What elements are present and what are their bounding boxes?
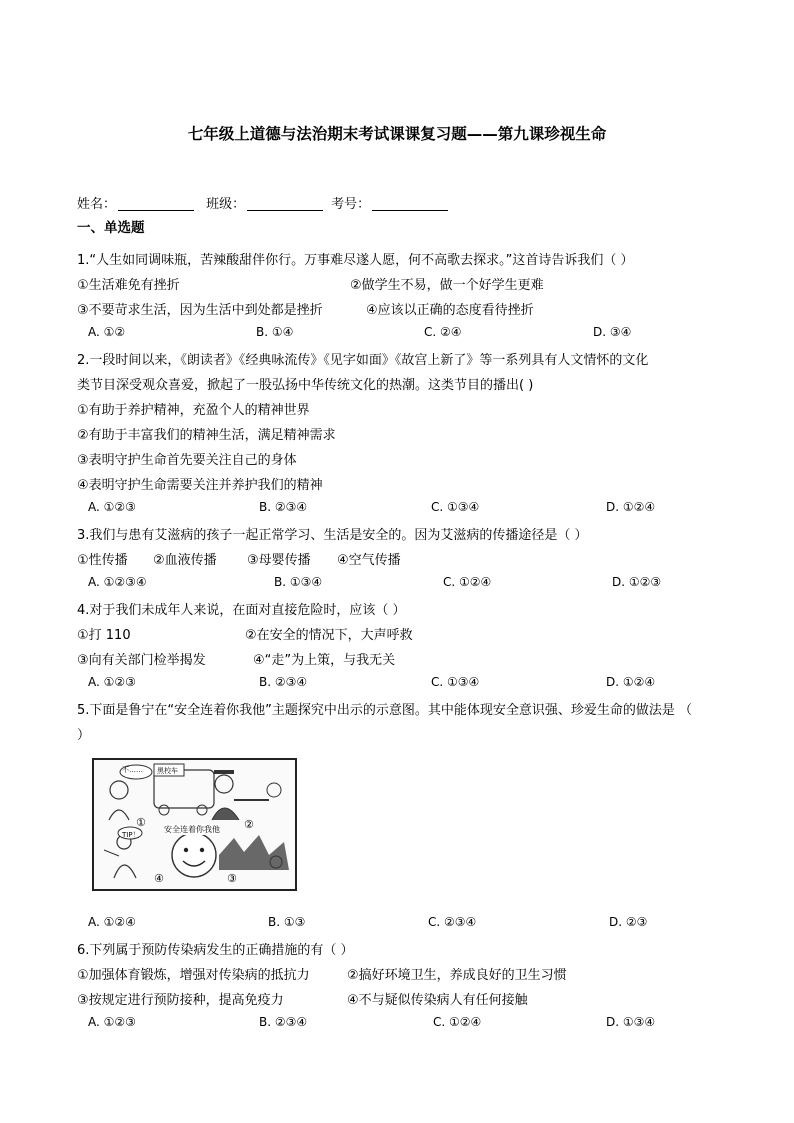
q5-stem-line2: ） xyxy=(77,728,91,743)
q3-option-c[interactable]: C. ①②④ xyxy=(443,575,492,589)
class-blank[interactable] xyxy=(247,197,323,211)
q5-option-c[interactable]: C. ②③④ xyxy=(428,915,477,929)
q2-item-4: ④表明守护生命需要关注并养护我们的精神 xyxy=(77,478,323,493)
q2-option-d[interactable]: D. ①②④ xyxy=(606,500,656,514)
number-label: 考号： xyxy=(331,197,371,212)
number-blank[interactable] xyxy=(372,197,448,211)
q2-item-1: ①有助于养护精神，充盈个人的精神世界 xyxy=(77,403,310,418)
q4-item-4: ④“走”为上策，与我无关 xyxy=(253,653,396,668)
q3-item-4: ④空气传播 xyxy=(337,553,401,568)
name-blank[interactable] xyxy=(118,197,194,211)
q4-item-2: ②在安全的情况下，大声呼救 xyxy=(245,628,413,643)
safety-illustration xyxy=(92,758,297,891)
q6-item-1: ①加强体育锻炼，增强对传染病的抵抗力 xyxy=(77,968,310,983)
q4-option-c[interactable]: C. ①③④ xyxy=(431,675,480,689)
q6-option-a[interactable]: A. ①②③ xyxy=(88,1015,136,1029)
figure-number-2: ② xyxy=(244,818,254,831)
q3-item-2: ②血液传播 xyxy=(153,553,217,568)
q1-item-1: ①生活难免有挫折 xyxy=(77,278,180,293)
q1-item-2: ②做学生不易，做一个好学生更难 xyxy=(350,278,544,293)
q3-option-b[interactable]: B. ①③④ xyxy=(274,575,323,589)
q1-item-4: ④应该以正确的态度看待挫折 xyxy=(366,303,534,318)
q4-option-a[interactable]: A. ①②③ xyxy=(88,675,136,689)
q4-option-d[interactable]: D. ①②④ xyxy=(606,675,656,689)
q2-option-b[interactable]: B. ②③④ xyxy=(259,500,308,514)
q2-option-c[interactable]: C. ①③④ xyxy=(431,500,480,514)
q6-option-b[interactable]: B. ②③④ xyxy=(259,1015,308,1029)
bubble-text-2: 黑校车 xyxy=(157,767,178,775)
q1-stem: 1.“人生如同调味瓶，苦辣酸甜伴你行。万事难尽遂人愿，何不高歌去探求。”这首诗告诉我们（ ） xyxy=(77,253,634,268)
q2-stem-line2: 类节目深受观众喜爱，掀起了一股弘扬中华传统文化的热潮。这类节目的播出( ) xyxy=(77,378,534,393)
student-info-line xyxy=(77,193,456,212)
q4-item-3: ③向有关部门检举揭发 xyxy=(77,653,206,668)
bubble-text-1: 不…… xyxy=(122,766,143,774)
q6-item-2: ②搞好环境卫生，养成良好的卫生习惯 xyxy=(347,968,567,983)
q3-option-d[interactable]: D. ①②③ xyxy=(612,575,662,589)
figure-number-1: ① xyxy=(136,816,146,829)
q1-option-b[interactable]: B. ①④ xyxy=(256,325,294,339)
q2-item-2: ②有助于丰富我们的精神生活，满足精神需求 xyxy=(77,428,336,443)
class-label: 班级： xyxy=(206,197,246,212)
q4-option-b[interactable]: B. ②③④ xyxy=(259,675,308,689)
q6-stem: 6.下列属于预防传染病发生的正确措施的有（ ） xyxy=(77,943,354,958)
q3-item-1: ①性传播 xyxy=(77,553,128,568)
q3-option-a[interactable]: A. ①②③④ xyxy=(88,575,147,589)
page-title: 七年级上道德与法治期末考试课课复习题——第九课珍视生命 xyxy=(187,125,607,143)
figure-number-4: ④ xyxy=(154,872,164,885)
figure-number-3: ③ xyxy=(227,872,237,885)
q1-option-d[interactable]: D. ③④ xyxy=(593,325,632,339)
q1-option-a[interactable]: A. ①② xyxy=(88,325,126,339)
q6-option-c[interactable]: C. ①②④ xyxy=(433,1015,482,1029)
center-caption: 安全连着你我他 xyxy=(164,825,220,834)
q5-stem-line1: 5.下面是鲁宁在“安全连着你我他”主题探究中出示的示意图。其中能体现安全意识强、珍爱生命的做法是 （ xyxy=(77,703,693,718)
q1-option-c[interactable]: C. ②④ xyxy=(424,325,462,339)
q5-option-d[interactable]: D. ②③ xyxy=(609,915,648,929)
name-label: 姓名： xyxy=(77,197,117,212)
q5-option-b[interactable]: B. ①③ xyxy=(268,915,306,929)
q6-option-d[interactable]: D. ①③④ xyxy=(606,1015,656,1029)
q2-stem-line1: 2.一段时间以来，《朗读者》《经典咏流传》《见字如面》《故宫上新了》等一系列具有人文情怀的文化 xyxy=(77,353,649,368)
q3-stem: 3.我们与患有艾滋病的孩子一起正常学习、生活是安全的。因为艾滋病的传播途径是（ ） xyxy=(77,528,588,543)
q2-item-3: ③表明守护生命首先要关注自己的身体 xyxy=(77,453,297,468)
q2-option-a[interactable]: A. ①②③ xyxy=(88,500,136,514)
q4-item-1: ①打 110 xyxy=(77,628,131,643)
q1-item-3: ③不要苛求生活，因为生活中到处都是挫折 xyxy=(77,303,323,318)
q4-stem: 4.对于我们未成年人来说，在面对直接危险时，应该（ ） xyxy=(77,603,406,618)
q5-option-a[interactable]: A. ①②④ xyxy=(88,915,136,929)
q6-item-4: ④不与疑似传染病人有任何接触 xyxy=(347,993,528,1008)
q6-item-3: ③按规定进行预防接种，提高免疫力 xyxy=(77,993,284,1008)
q3-item-3: ③母婴传播 xyxy=(247,553,311,568)
bubble-text-3: TIP！ xyxy=(122,831,140,839)
section-heading: 一、单选题 xyxy=(77,220,145,236)
